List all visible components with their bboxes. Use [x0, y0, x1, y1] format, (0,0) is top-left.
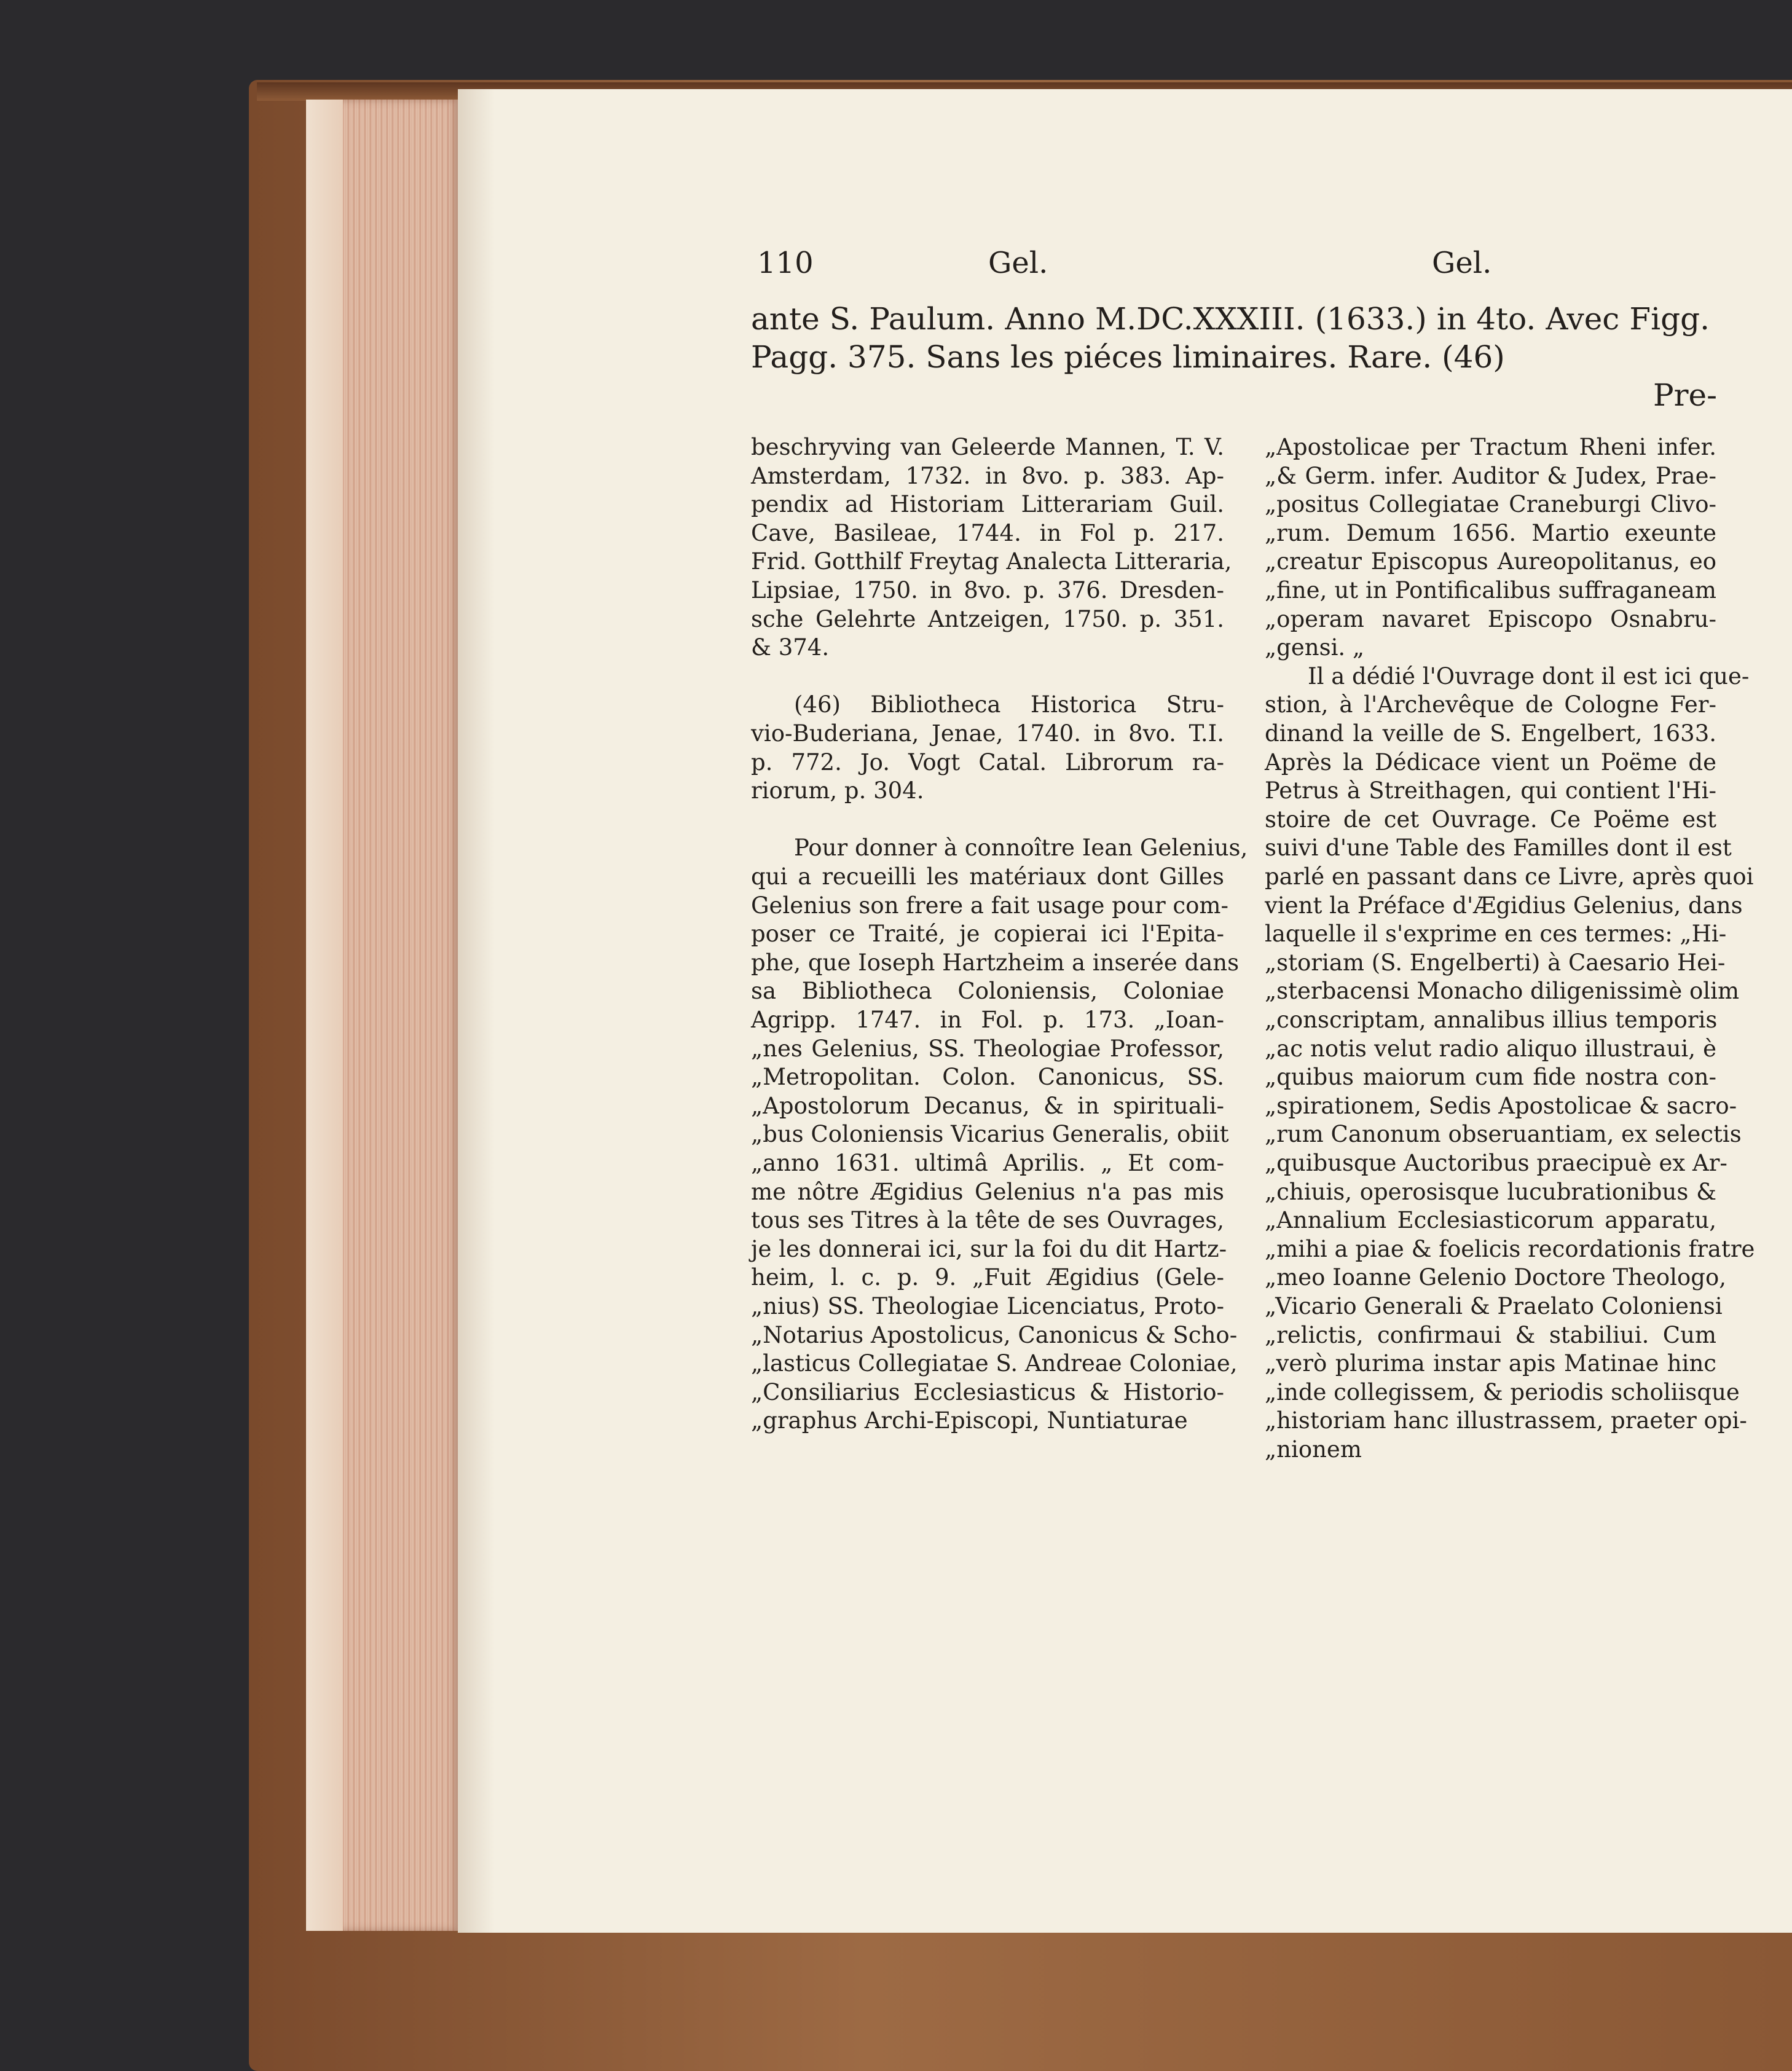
- right-column-line: „& Germ. infer. Auditor & Judex, Prae-: [1265, 462, 1716, 489]
- left-column-line: pendix ad Historiam Litterariam Guil.: [751, 491, 1224, 518]
- left-column-line: „nius) SS. Theologiae Licenciatus, Proto-: [751, 1293, 1224, 1319]
- right-column-line: „verò plurima instar apis Matinae hinc: [1265, 1350, 1716, 1377]
- gutter-shadow: [458, 89, 495, 1933]
- top-line-1: ante S. Paulum. Anno M.DC.XXXIII. (1633.) in 4to. Avec Figg.: [751, 301, 1710, 337]
- right-column-line: „positus Collegiatae Craneburgi Clivo-: [1265, 491, 1716, 518]
- right-column-line: „rum. Demum 1656. Martio exeunte: [1265, 519, 1716, 546]
- right-column-line: Après la Dédicace vient un Poëme de: [1265, 749, 1716, 776]
- right-column-line: „inde collegissem, & periodis scholiisque: [1265, 1378, 1740, 1405]
- right-column-line: Petrus à Streithagen, qui contient l'Hi-: [1265, 777, 1716, 804]
- right-column-line: „storiam (S. Engelberti) à Caesario Hei-: [1265, 949, 1726, 976]
- left-column-line: beschryving van Geleerde Mannen, T. V.: [751, 434, 1224, 460]
- left-column-line: tous ses Titres à la tête de ses Ouvrages,: [751, 1207, 1224, 1234]
- left-column-line: Lipsiae, 1750. in 8vo. p. 376. Dresden-: [751, 577, 1224, 603]
- page-edges-light: [306, 100, 343, 1931]
- right-column-line: „historiam hanc illustrassem, praeter opi-: [1265, 1407, 1747, 1434]
- right-column-line: „gensi. „: [1265, 634, 1365, 661]
- left-column-line: & 374.: [751, 634, 830, 661]
- left-column-line: me nôtre Ægidius Gelenius n'a pas mis: [751, 1178, 1224, 1205]
- left-column-line: „bus Coloniensis Vicarius Generalis, obiit: [751, 1121, 1229, 1148]
- right-column-line: „quibus maiorum cum fide nostra con-: [1265, 1064, 1716, 1091]
- left-column-line: „graphus Archi-Episcopi, Nuntiaturae: [751, 1407, 1188, 1434]
- right-column-line: „meo Ioanne Gelenio Doctore Theologo,: [1265, 1264, 1727, 1291]
- right-column-line: stion, à l'Archevêque de Cologne Fer-: [1265, 691, 1716, 718]
- left-column-line: „Consiliarius Ecclesiasticus & Historio-: [751, 1378, 1224, 1405]
- right-column-line: Il a dédié l'Ouvrage dont il est ici que-: [1308, 662, 1750, 690]
- right-column-line: „ac notis velut radio aliquo illustraui, è: [1265, 1035, 1716, 1062]
- left-column-line: vio-Buderiana, Jenae, 1740. in 8vo. T.I.: [751, 720, 1224, 747]
- right-column-line: „spirationem, Sedis Apostolicae & sacro-: [1265, 1092, 1737, 1119]
- right-column-line: dinand la veille de S. Engelbert, 1633.: [1265, 720, 1716, 747]
- left-column-line: Agripp. 1747. in Fol. p. 173. „Ioan-: [751, 1007, 1224, 1033]
- left-column-line: sche Gelehrte Antzeigen, 1750. p. 351.: [751, 605, 1224, 632]
- right-column-line: „Annalium Ecclesiasticorum apparatu,: [1265, 1207, 1716, 1234]
- right-column: [1265, 433, 1755, 1539]
- left-column-line: Frid. Gotthilf Freytag Analecta Litteraria,: [751, 548, 1232, 575]
- running-head-left: Gel.: [988, 246, 1048, 280]
- left-column-line: „lasticus Collegiatae S. Andreae Coloniae,: [751, 1350, 1238, 1377]
- right-column-line: „Apostolicae per Tractum Rheni infer.: [1265, 434, 1716, 460]
- right-column-line: „operam navaret Episcopo Osnabru-: [1265, 605, 1716, 632]
- right-column-line: „sterbacensi Monacho diligenissimè olim: [1265, 978, 1740, 1005]
- right-column-line: suivi d'une Table des Familles dont il est: [1265, 835, 1732, 862]
- left-column-line: qui a recueilli les matériaux dont Gilles: [751, 863, 1224, 890]
- right-column-line: „mihi a piae & foelicis recordationis fratre: [1265, 1235, 1755, 1262]
- top-line-2: Pagg. 375. Sans les piéces liminaires. Rare. (46): [751, 339, 1505, 375]
- left-column-line: Cave, Basileae, 1744. in Fol p. 217.: [751, 519, 1224, 546]
- left-column-line: sa Bibliotheca Coloniensis, Coloniae: [751, 978, 1224, 1005]
- page-number: 110: [757, 246, 814, 280]
- left-column-line: riorum, p. 304.: [751, 777, 924, 804]
- right-column-line: laquelle il s'exprime en ces termes: „Hi-: [1265, 921, 1727, 948]
- left-column-line: heim, l. c. p. 9. „Fuit Ægidius (Gele-: [751, 1264, 1224, 1291]
- left-column-line: „Apostolorum Decanus, & in spirituali-: [751, 1092, 1224, 1119]
- right-column-line: vient la Préface d'Ægidius Gelenius, dans: [1265, 892, 1743, 919]
- right-column-line: „quibusque Auctoribus praecipuè ex Ar-: [1265, 1150, 1727, 1176]
- left-column-line: phe, que Ioseph Hartzheim a inserée dans: [751, 949, 1240, 976]
- right-column-line: „conscriptam, annalibus illius temporis: [1265, 1007, 1718, 1033]
- left-column-line: (46) Bibliotheca Historica Stru-: [794, 691, 1224, 718]
- catchword-top: Pre-: [1653, 377, 1718, 413]
- right-column-line: „nionem: [1265, 1436, 1362, 1463]
- left-column-line: Gelenius son frere a fait usage pour com-: [751, 892, 1228, 919]
- right-column-line: „fine, ut in Pontificalibus suffraganeam: [1265, 577, 1716, 603]
- left-column: [751, 433, 1248, 1539]
- left-column-line: „nes Gelenius, SS. Theologiae Professor,: [751, 1035, 1224, 1062]
- left-column-line: p. 772. Jo. Vogt Catal. Librorum ra-: [751, 749, 1224, 776]
- right-column-line: „chiuis, operosisque lucubrationibus &: [1265, 1178, 1716, 1205]
- left-column-line: „Notarius Apostolicus, Canonicus & Scho-: [751, 1321, 1238, 1348]
- left-column-line: „anno 1631. ultimâ Aprilis. „ Et com-: [751, 1150, 1224, 1176]
- left-column-line: Amsterdam, 1732. in 8vo. p. 383. Ap-: [751, 462, 1224, 489]
- right-column-line: „rum Canonum obseruantiam, ex selectis: [1265, 1121, 1742, 1148]
- right-column-line: „Vicario Generali & Praelato Coloniensi: [1265, 1293, 1723, 1319]
- left-column-line: „Metropolitan. Colon. Canonicus, SS.: [751, 1064, 1224, 1091]
- left-column-line: Pour donner à connoître Iean Gelenius,: [794, 835, 1248, 862]
- right-column-line: stoire de cet Ouvrage. Ce Poëme est: [1265, 806, 1716, 833]
- right-column-line: „creatur Episcopus Aureopolitanus, eo: [1265, 548, 1716, 575]
- running-head-right: Gel.: [1432, 246, 1492, 280]
- right-column-line: „relictis, confirmaui & stabiliui. Cum: [1265, 1321, 1716, 1348]
- left-column-line: je les donnerai ici, sur la foi du dit Hartz-: [751, 1235, 1227, 1262]
- left-column-line: poser ce Traité, je copierai ici l'Epita-: [751, 921, 1224, 948]
- right-column-line: parlé en passant dans ce Livre, après quoi: [1265, 863, 1754, 890]
